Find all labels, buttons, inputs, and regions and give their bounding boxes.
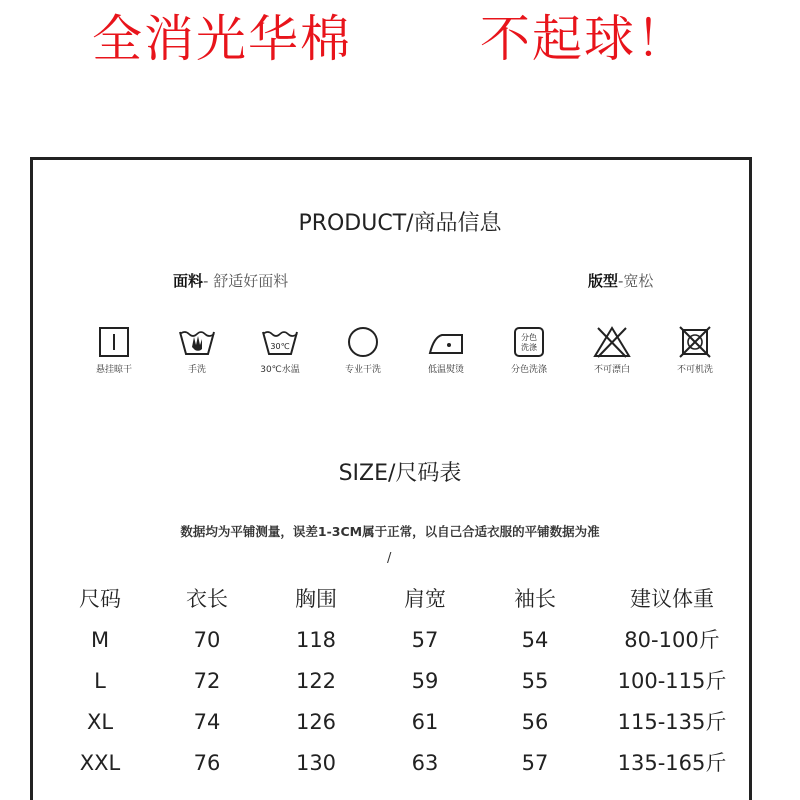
- iron-low-icon: [426, 325, 466, 359]
- care-item-dry-clean: [319, 325, 407, 375]
- table-cell: 118: [295, 628, 337, 652]
- table-row: [40, 662, 760, 703]
- size-section-title: SIZE/尺码表: [338, 461, 462, 486]
- table-cell: 56: [521, 710, 549, 734]
- table-cell: XL: [86, 710, 114, 734]
- fabric-info: [173, 270, 288, 291]
- separate-colors-icon: [511, 325, 547, 359]
- table-header: 胸围: [295, 587, 337, 611]
- table-cell: 80-100斤: [624, 628, 720, 652]
- size-table: [40, 580, 760, 785]
- table-row: [40, 621, 760, 662]
- separate-colors-glyph-bottom: 洗涤: [521, 343, 537, 352]
- care-label: 低温熨烫: [427, 365, 464, 375]
- separator-slash: /: [387, 551, 392, 566]
- dry-clean-icon: [345, 325, 381, 359]
- fit-info: [588, 270, 653, 291]
- table-cell: XXL: [79, 751, 121, 775]
- care-item-iron-low: [402, 325, 490, 375]
- table-header: 尺码: [79, 587, 121, 611]
- table-cell: 54: [521, 628, 549, 652]
- headline-no-pilling-text: 不起球！: [480, 10, 688, 68]
- table-cell: 59: [411, 669, 439, 693]
- table-cell: 57: [521, 751, 549, 775]
- table-cell: 100-115斤: [617, 669, 727, 693]
- table-cell: 126: [295, 710, 337, 734]
- hand-wash-icon: [177, 325, 217, 359]
- table-cell: 115-135斤: [617, 710, 727, 734]
- care-item-no-machine-wash: [651, 325, 739, 375]
- table-cell: 72: [193, 669, 221, 693]
- care-item-hang-dry: [70, 325, 158, 375]
- table-cell: 74: [193, 710, 221, 734]
- care-label: 不可漂白: [593, 365, 630, 375]
- care-label: 30℃水温: [260, 365, 300, 375]
- table-cell: 122: [295, 669, 337, 693]
- table-cell: 135-165斤: [617, 751, 727, 775]
- table-cell: M: [90, 628, 110, 652]
- care-label: 专业干洗: [344, 365, 381, 375]
- hang-dry-icon: [97, 325, 131, 359]
- product-section-title: PRODUCT/商品信息: [298, 211, 502, 236]
- care-label: 分色洗涤: [510, 365, 547, 375]
- promo-headline: [0, 4, 800, 74]
- table-header: 建议体重: [630, 587, 714, 611]
- table-cell: 70: [193, 628, 221, 652]
- table-cell: 61: [411, 710, 439, 734]
- care-item-no-bleach: [568, 325, 656, 375]
- table-row: [40, 744, 760, 785]
- fabric-label: 面料: [173, 272, 204, 290]
- table-cell: 130: [295, 751, 337, 775]
- care-label: 悬挂晾干: [95, 365, 132, 375]
- fabric-value: - 舒适好面料: [203, 272, 289, 290]
- separate-colors-glyph-top: 分色: [521, 333, 537, 342]
- table-header: 衣长: [186, 587, 228, 611]
- care-item-separate-colors: [485, 325, 573, 375]
- no-machine-wash-icon: [677, 325, 713, 359]
- table-cell: 55: [521, 669, 549, 693]
- fit-value: -宽松: [618, 272, 654, 290]
- wash-30c-icon: [260, 325, 300, 359]
- table-header: 袖长: [514, 587, 556, 611]
- care-label: 不可机洗: [676, 365, 713, 375]
- wash-temperature-glyph: 30℃: [270, 342, 290, 351]
- no-bleach-icon: [592, 325, 632, 359]
- measurement-note: 数据均为平铺测量，误差1-3CM属于正常，以自己合适衣服的平铺数据为准: [180, 524, 600, 539]
- table-cell: 63: [411, 751, 439, 775]
- table-cell: L: [94, 669, 106, 693]
- headline-fabric-text: 全消光华棉: [92, 10, 352, 68]
- table-header: 肩宽: [404, 587, 446, 611]
- care-label: 手洗: [187, 365, 206, 375]
- care-item-hand-wash: [153, 325, 241, 375]
- care-instructions: [70, 325, 730, 385]
- table-header-row: [40, 580, 760, 621]
- fit-label: 版型: [588, 272, 619, 290]
- table-cell: 76: [193, 751, 221, 775]
- table-cell: 57: [411, 628, 439, 652]
- care-item-wash-30: [236, 325, 324, 375]
- table-row: [40, 703, 760, 744]
